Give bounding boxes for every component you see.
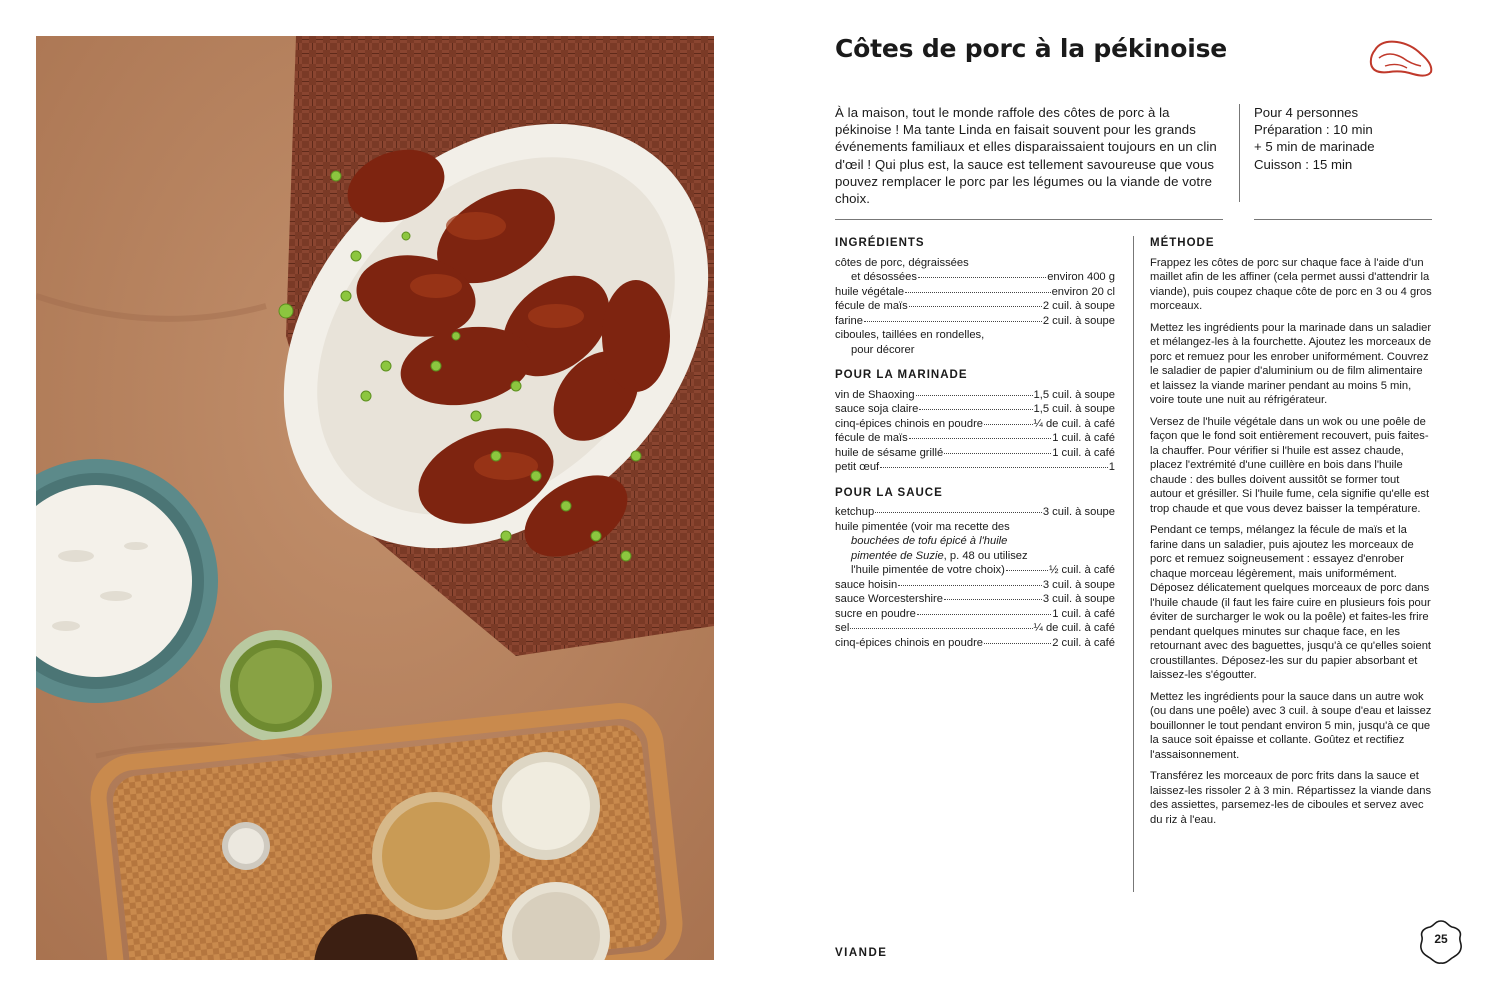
- method-step: Versez de l'huile végétale dans un wok ou une poêle de façon que le fond soit entièrement recouvert, puis faites-la chauffer. Pour vérifier si l'huile est assez chaude, placez l'extrémité d'une cuillère en bois dans l'huile chaude : des bulles doivent aussitôt se former tout autour et grésiller. Si l'huile fume, cela signifie qu'elle est trop chaude et que vous devez baisser la température.: [1150, 415, 1430, 515]
- ingredient-row: cinq-épices chinois en poudre 2 cuil. à café: [835, 636, 1115, 649]
- ingredient-line: côtes de porc, dégraissées: [835, 256, 969, 269]
- ingredient-line: pimentée de Suzie, p. 48 ou utilisez: [851, 549, 1028, 562]
- prep-time: Préparation : 10 min: [1254, 122, 1373, 138]
- ingredient-row: et désossées environ 400 g: [851, 271, 1115, 283]
- ingredient-row: huile végétale environ 20 cl: [835, 285, 1115, 298]
- ingredients-section: [835, 236, 1115, 650]
- ingredient-row: farine 2 cuil. à soupe: [835, 314, 1115, 327]
- ingredient-row: huile de sésame grillé 1 cuil. à café: [835, 446, 1115, 459]
- food-photo: [36, 36, 714, 960]
- method-step: Frappez les côtes de porc sur chaque face à l'aide d'un maillet afin de les affiner (cela permet aussi d'attendrir la viande), puis coupez chaque côte de porc en 3 ou 4 gros morceaux.: [1150, 256, 1432, 312]
- ingredient-row: sauce soja claire 1,5 cuil. à soupe: [835, 403, 1115, 415]
- marinade-heading: POUR LA MARINADE: [835, 369, 968, 381]
- ingredient-row: fécule de maïs 1 cuil. à café: [835, 432, 1115, 444]
- divider: [1239, 104, 1240, 202]
- ingredient-row: l'huile pimentée de votre choix) ½ cuil. à café: [851, 564, 1115, 576]
- ingredient-row: fécule de maïs 2 cuil. à soupe: [835, 300, 1115, 312]
- ingredient-row: sucre en poudre 1 cuil. à café: [835, 607, 1115, 620]
- recipe-intro: À la maison, tout le monde raffole des côtes de porc à la pékinoise ! Ma tante Linda en faisait souvent pour les grands événements familiaux et elles disparaissaient toujours en un clin d'œil ! Qui plus est, la sauce est tellement savoureuse que vous pouvez remplacer le porc par les légumes ou la viande de votre choix.: [835, 105, 1217, 207]
- ingredient-line: bouchées de tofu épicé à l'huile: [851, 535, 1008, 547]
- ingredient-row: cinq-épices chinois en poudre ¼ de cuil. à café: [835, 417, 1115, 430]
- divider: [1254, 219, 1432, 220]
- ingredient-line: pour décorer: [851, 343, 915, 356]
- recipe-title: Côtes de porc à la pékinoise: [835, 34, 1228, 63]
- method-heading: MÉTHODE: [1150, 237, 1215, 249]
- recipe-meta: [1254, 104, 1454, 173]
- method-section: [1150, 236, 1434, 834]
- ingredient-row: ketchup 3 cuil. à soupe: [835, 506, 1115, 518]
- page-number: 25: [1434, 932, 1448, 946]
- sauce-heading: POUR LA SAUCE: [835, 486, 943, 499]
- ingredient-line: huile pimentée (voir ma recette des: [835, 520, 1010, 533]
- method-step: Mettez les ingrédients pour la sauce dans un autre wok (ou dans une poêle) avec 3 cuil. à soupe d'eau et laissez bouillonner le tout pendant environ 5 min, jusqu'à ce que la sauce soit épaisse et collante. Goûtez et rectifiez l'assaisonnement.: [1150, 690, 1432, 761]
- ingredients-heading: INGRÉDIENTS: [835, 237, 925, 249]
- ingredient-row: vin de Shaoxing 1,5 cuil. à soupe: [835, 388, 1115, 401]
- ingredient-row: petit œuf 1: [835, 461, 1115, 473]
- divider: [1133, 236, 1134, 892]
- ingredient-row: sauce hoisin 3 cuil. à soupe: [835, 578, 1115, 591]
- cook-time: Cuisson : 15 min: [1254, 156, 1353, 172]
- servings: Pour 4 personnes: [1254, 105, 1359, 120]
- marinade-time: + 5 min de marinade: [1254, 139, 1375, 155]
- section-label: VIANDE: [835, 947, 888, 959]
- method-step: Mettez les ingrédients pour la marinade dans un saladier et mélangez-les à la fourchette. Ajoutez les morceaux de porc et remuez pour les enrober uniformément. Couvrez le saladier de papier d'aluminium ou de film alimentaire et laissez la viande mariner pendant au moins 5 min, voire toute une nuit au réfrigérateur.: [1150, 321, 1432, 406]
- ingredient-row: sauce Worcestershire 3 cuil. à soupe: [835, 593, 1115, 605]
- divider: [835, 219, 1223, 220]
- method-step: Transférez les morceaux de porc frits dans la sauce et laissez-les rissoler 2 à 3 min. Répartissez la viande dans des assiettes, parsemez-les de ciboules et servez avec du riz à l'eau.: [1150, 770, 1432, 826]
- ingredient-row: sel ¼ de cuil. à café: [835, 622, 1115, 634]
- pork-chop-icon: [1367, 36, 1437, 80]
- method-step: Pendant ce temps, mélangez la fécule de maïs et la farine dans un saladier, puis ajoutez les morceaux de porc et remuez soigneusement : essayez d'enrober chaque morceau légèrement, mais uniformément. Déposez délicatement quelques morceaux de porc dans l'huile chaude (il faut les faire cuire en plusieurs fois pour éviter de surcharger le wok ou la poêle) et faites-les frire pendant quelques minutes sur chaque face, en les retournant avec des baguettes, jusqu'à ce qu'elles soient croustillantes. Déposez-les sur du papier absorbant et laissez-les s'égoutter.: [1150, 524, 1432, 681]
- ingredient-line: ciboules, taillées en rondelles,: [835, 329, 985, 341]
